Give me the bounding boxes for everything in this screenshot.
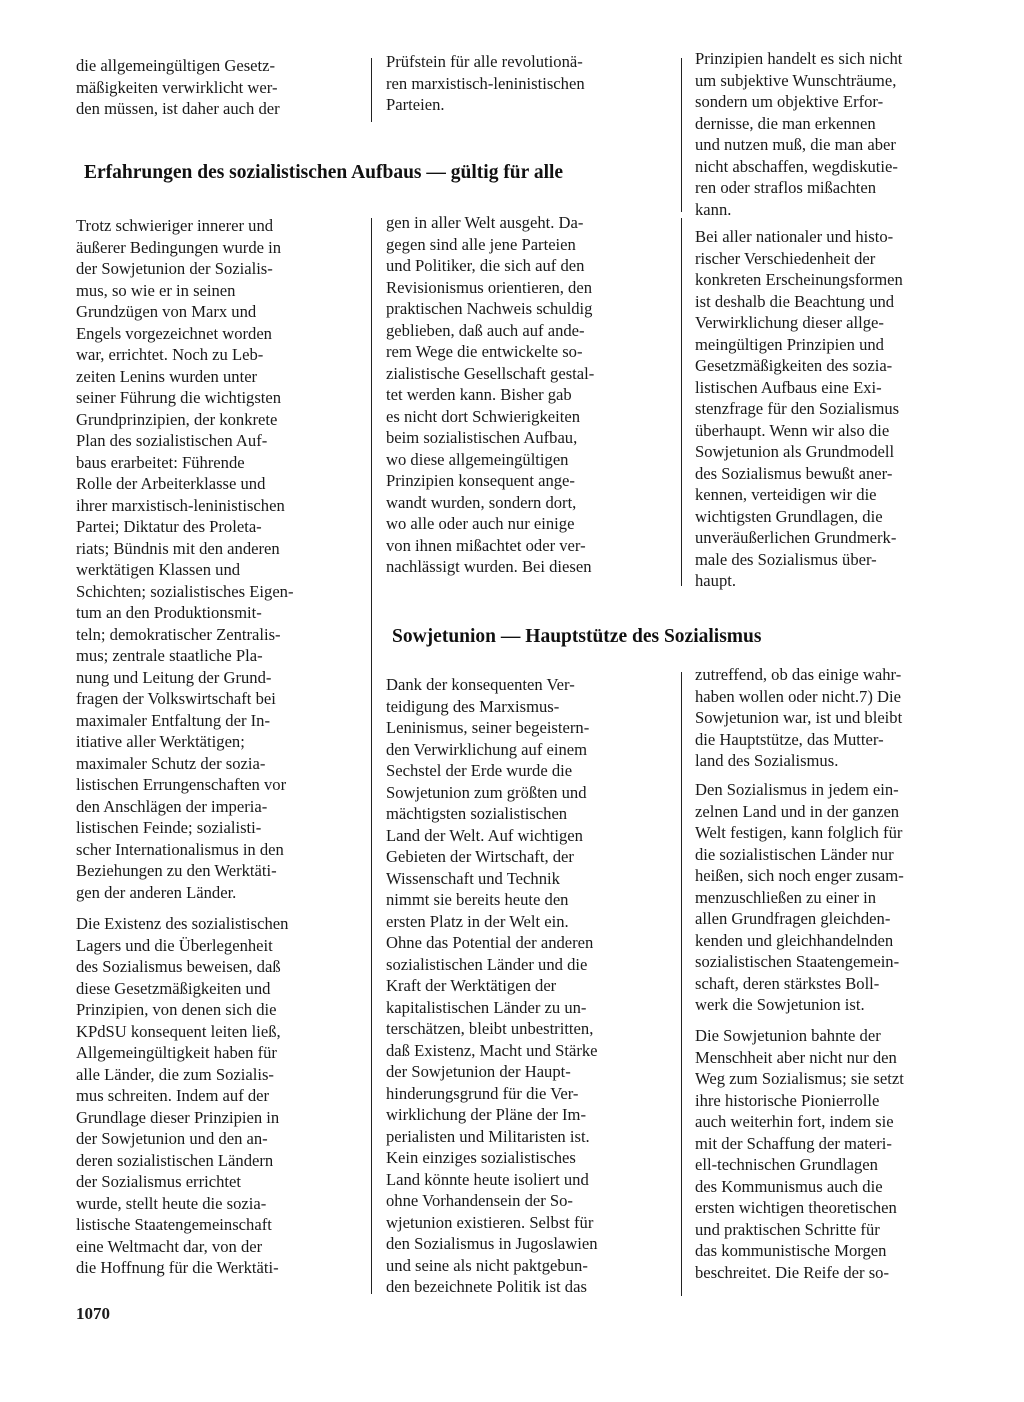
text-line: die Hauptstütze, das Mutter- <box>695 729 884 749</box>
text-line: eine Weltmacht dar, von der <box>76 1236 263 1256</box>
text-line: Prinzipien, von denen sich die <box>76 1000 277 1019</box>
text-line: sozialistischen Länder und die <box>386 954 588 974</box>
text-line: Prinzipien handelt es sich nicht <box>695 49 903 68</box>
text-line: teidigung des Marxismus- <box>386 696 560 716</box>
text-line: itiative aller Werktätigen; <box>76 732 245 751</box>
text-line: dernisse, die man erkennen <box>695 113 876 133</box>
text-line: Plan des sozialistischen Auf- <box>76 431 268 450</box>
text-line: zialistische Gesellschaft gestal- <box>386 363 595 383</box>
text-line: Welt festigen, kann folglich für <box>695 823 903 842</box>
text-line: Kraft der Werktätigen der <box>386 976 557 995</box>
text-line: wo alle oder auch nur einige <box>386 514 575 533</box>
text-line: Land der Welt. Auf wichtigen <box>386 825 583 845</box>
text-line: stenzfrage für den Sozialismus <box>695 399 900 418</box>
text-line: des Sozialismus beweisen, daß <box>76 957 281 976</box>
text-line: Ohne das Potential der anderen <box>386 933 594 952</box>
text-line: Lagers und die Überlegenheit <box>76 935 273 955</box>
text-line: riats; Bündnis mit den anderen <box>76 538 280 558</box>
text-line: Grundlage dieser Prinzipien in <box>76 1107 280 1127</box>
column-rule <box>681 672 682 1296</box>
text-line: Prüfstein für alle revolutionä- <box>386 52 583 71</box>
text-line: Partei; Diktatur des Proleta- <box>76 517 262 536</box>
text-line: den Sozialismus in Jugoslawien <box>386 1234 598 1253</box>
text-line: perialisten und Militaristen ist. <box>386 1126 590 1146</box>
paragraph-col1-1 <box>76 215 358 903</box>
text-line: kann. <box>695 199 732 219</box>
text-line: land des Sozialismus. <box>695 751 839 770</box>
text-line: Die Existenz des sozialistischen <box>76 914 289 933</box>
text-line: tum an den Produktionsmit- <box>76 603 262 622</box>
text-line: listischen Feinde; sozialisti- <box>76 818 262 837</box>
text-line: Leninismus, seiner begeistern- <box>386 718 590 737</box>
text-line: geblieben, daß auch auf ande- <box>386 320 585 340</box>
text-line: baus erarbeitet: Führende <box>76 452 245 472</box>
text-line: den Anschlägen der imperia- <box>76 796 268 816</box>
text-line: beim sozialistischen Aufbau, <box>386 428 578 447</box>
text-line: den Verwirklichung auf einem <box>386 739 588 759</box>
text-line: des Sozialismus bewußt aner- <box>695 463 893 483</box>
text-line: Rolle der Arbeiterklasse und <box>76 474 266 493</box>
text-line: der Sowjetunion der Sozialis- <box>76 259 273 278</box>
text-line: zelnen Land und in der ganzen <box>695 801 900 821</box>
text-line: KPdSU konsequent leiten ließ, <box>76 1021 281 1041</box>
text-line: Allgemeingültigkeit haben für <box>76 1043 277 1062</box>
text-line: Den Sozialismus in jedem ein- <box>695 780 899 799</box>
text-line: nicht abschaffen, wegdiskutie- <box>695 156 898 176</box>
text-line: und Politiker, die sich auf den <box>386 256 585 275</box>
text-line: Weg zum Sozialismus; sie setzt <box>695 1069 904 1088</box>
section-heading-1: Erfahrungen des sozialistischen Aufbaus — gültig für alle <box>84 162 564 183</box>
text-line: sozialistischen Staatengemein- <box>695 952 900 971</box>
text-line: das kommunistische Morgen <box>695 1241 887 1260</box>
text-line: der Sowjetunion und den an- <box>76 1129 268 1148</box>
text-line: mächtigsten sozialistischen <box>386 804 568 823</box>
text-line: den bezeichnete Politik ist das <box>386 1277 587 1296</box>
text-line: maximaler Entfaltung der In- <box>76 710 270 730</box>
text-line: auch weiterhin fort, indem sie <box>695 1112 894 1131</box>
paragraph-col2-2 <box>386 674 667 1298</box>
text-line: der Sowjetunion der Haupt- <box>386 1062 571 1081</box>
text-line: rischer Verschiedenheit der <box>695 248 876 268</box>
paragraph-col3-3 <box>695 1025 976 1283</box>
text-line: alle Länder, die zum Sozialis- <box>76 1064 274 1084</box>
text-line: die allgemeingültigen Gesetz- <box>76 56 276 75</box>
text-line: wjetunion existieren. Selbst für <box>386 1212 594 1232</box>
text-line: ersten Platz in der Welt ein. <box>386 911 569 931</box>
text-line: ren marxistisch-leninistischen <box>386 73 585 93</box>
text-line: allen Grundfragen gleichden- <box>695 909 891 928</box>
text-line: praktischen Nachweis schuldig <box>386 299 593 318</box>
text-line: ren oder straflos mißachten <box>695 178 877 197</box>
text-line: sondern um objektive Erfor- <box>695 92 884 111</box>
text-line: zeiten Lenins wurden unter <box>76 366 258 386</box>
text-line: Engels vorgezeichnet worden <box>76 323 272 343</box>
text-line: Sechstel der Erde wurde die <box>386 761 573 780</box>
text-line: Menschheit aber nicht nur den <box>695 1047 897 1067</box>
text-line: kapitalistischen Länder zu un- <box>386 997 587 1017</box>
text-line: Sowjetunion als Grundmodell <box>695 442 895 461</box>
text-line: schaft, deren stärkstes Boll- <box>695 973 880 993</box>
paragraph-top-col3-1 <box>695 48 976 220</box>
text-line: äußerer Bedingungen wurde in <box>76 237 282 257</box>
page-number: 1070 <box>76 1304 110 1323</box>
text-line: listische Staatengemeinschaft <box>76 1215 272 1234</box>
text-line: Grundprinzipien, der konkrete <box>76 409 278 429</box>
text-line: listischen Errungenschaften vor <box>76 775 287 794</box>
text-line: ersten wichtigen theoretischen <box>695 1198 897 1217</box>
text-line: den müssen, ist daher auch der <box>76 99 280 118</box>
paragraph-top-col2 <box>386 51 667 116</box>
column-rule <box>371 58 372 122</box>
text-line: Trotz schwieriger innerer und <box>76 216 274 235</box>
text-line: Revisionismus orientieren, den <box>386 277 593 297</box>
text-line: es nicht dort Schwierigkeiten <box>386 406 581 426</box>
text-line: teln; demokratischer Zentralis- <box>76 624 281 644</box>
text-line: Land könnte heute isoliert und <box>386 1169 589 1189</box>
text-line: zutreffend, ob das einige wahr- <box>695 665 902 684</box>
text-line: wo diese allgemeingültigen <box>386 449 569 469</box>
text-line: nimmt sie bereits heute den <box>386 890 569 909</box>
text-line: die Hoffnung für die Werktäti- <box>76 1258 279 1277</box>
text-line: Sowjetunion war, ist und bleibt <box>695 708 903 727</box>
text-line: haupt. <box>695 571 737 590</box>
text-line: nung und Leitung der Grund- <box>76 667 272 687</box>
text-line: menzuschließen zu einer in <box>695 887 877 907</box>
text-line: meingültigen Prinzipien und <box>695 334 884 354</box>
text-line: seiner Führung die wichtigsten <box>76 388 282 407</box>
text-line: werk die Sowjetunion ist. <box>695 995 865 1014</box>
text-line: diese Gesetzmäßigkeiten und <box>76 978 271 998</box>
text-line: Prinzipien konsequent ange- <box>386 471 575 490</box>
paragraph-col3-2 <box>695 779 976 1016</box>
text-line: mus; zentrale staatliche Pla- <box>76 646 263 665</box>
text-line: mit der Schaffung der materi- <box>695 1133 892 1153</box>
text-line: überhaupt. Wenn wir also die <box>695 420 890 440</box>
paragraph-top-col1 <box>76 55 358 120</box>
text-line: kenden und gleichhandelnden <box>695 930 894 950</box>
column-rule <box>371 218 372 1294</box>
text-line: gegen sind alle jene Parteien <box>386 234 576 254</box>
text-line: Verwirklichung dieser allge- <box>695 313 884 332</box>
text-line: Beziehungen zu den Werktäti- <box>76 861 277 880</box>
text-line: um subjektive Wunschträume, <box>695 70 897 90</box>
text-line: und praktischen Schritte für <box>695 1219 880 1239</box>
text-line: kennen, verteidigen wir die <box>695 485 877 504</box>
text-line: rem Wege die entwickelte so- <box>386 342 583 361</box>
text-line: scher Internationalismus in den <box>76 839 284 859</box>
text-line: und seine als nicht paktgebun- <box>386 1255 588 1275</box>
text-line: wichtigsten Grundlagen, die <box>695 506 883 526</box>
text-line: tet werden kann. Bisher gab <box>386 385 572 404</box>
text-line: wirklichung der Pläne der Im- <box>386 1105 586 1124</box>
text-line: von ihnen mißachtet oder ver- <box>386 535 586 555</box>
paragraph-top-col3-2 <box>695 226 976 592</box>
text-line: Kein einziges sozialistisches <box>386 1148 576 1167</box>
text-line: listischen Aufbaus eine Exi- <box>695 377 882 397</box>
text-line: gen der anderen Länder. <box>76 882 237 902</box>
text-line: Gebieten der Wirtschaft, der <box>386 847 574 866</box>
text-line: ell-technischen Grundlagen <box>695 1155 878 1174</box>
text-line: mäßigkeiten verwirklicht wer- <box>76 77 278 97</box>
text-line: heißen, sich noch enger zusam- <box>695 866 904 885</box>
text-line: des Kommunismus auch die <box>695 1176 883 1196</box>
text-line: war, errichtet. Noch zu Leb- <box>76 345 264 364</box>
text-line: terschätzen, bleibt unbestritten, <box>386 1019 594 1038</box>
text-line: ohne Vorhandensein der So- <box>386 1191 573 1210</box>
paragraph-col2-1 <box>386 212 667 578</box>
text-line: fragen der Volkswirtschaft bei <box>76 689 276 708</box>
section-heading-2: Sowjetunion — Hauptstütze des Sozialismus <box>392 626 762 647</box>
text-line: haben wollen oder nicht.7) Die <box>695 686 901 706</box>
text-line: ihrer marxistisch-leninistischen <box>76 495 285 515</box>
text-line: Dank der konsequenten Ver- <box>386 675 575 694</box>
text-line: die sozialistischen Länder nur <box>695 844 894 864</box>
column-rule <box>681 58 682 212</box>
text-line: gen in aller Welt ausgeht. Da- <box>386 213 584 232</box>
text-line: werktätigen Klassen und <box>76 560 241 579</box>
column-rule <box>681 218 682 586</box>
text-line: unveräußerlichen Grundmerk- <box>695 528 897 547</box>
text-line: nachlässigt wurden. Bei diesen <box>386 557 592 576</box>
text-line: male des Sozialismus über- <box>695 549 877 569</box>
text-line: mus, so wie er in seinen <box>76 280 236 300</box>
text-line: der Sozialismus errichtet <box>76 1172 241 1191</box>
text-line: mus schreiten. Indem auf der <box>76 1086 270 1105</box>
text-line: wurde, stellt heute die sozia- <box>76 1193 267 1213</box>
text-line: Grundzügen von Marx und <box>76 302 257 321</box>
text-line: deren sozialistischen Ländern <box>76 1150 274 1170</box>
text-line: hinderungsgrund für die Ver- <box>386 1083 579 1103</box>
text-line: Bei aller nationaler und histo- <box>695 227 894 246</box>
text-line: Sowjetunion zum größten und <box>386 782 587 802</box>
text-line: konkreten Erscheinungsformen <box>695 270 903 289</box>
text-line: und nutzen muß, die man aber <box>695 135 896 154</box>
text-line: wandt wurden, sondern dort, <box>386 492 577 512</box>
text-line: ist deshalb die Beachtung und <box>695 291 895 311</box>
text-line: Die Sowjetunion bahnte der <box>695 1026 881 1045</box>
text-line: beschreitet. Die Reife der so- <box>695 1262 889 1282</box>
text-line: Schichten; sozialistisches Eigen- <box>76 581 294 601</box>
text-line: Gesetzmäßigkeiten des sozia- <box>695 356 893 375</box>
text-line: maximaler Schutz der sozia- <box>76 753 266 773</box>
text-line: daß Existenz, Macht und Stärke <box>386 1040 598 1060</box>
text-line: Wissenschaft und Technik <box>386 868 560 888</box>
paragraph-col3-1 <box>695 664 976 772</box>
text-line: Parteien. <box>386 95 445 114</box>
text-line: ihre historische Pionierrolle <box>695 1090 880 1110</box>
paragraph-col1-2 <box>76 913 358 1279</box>
